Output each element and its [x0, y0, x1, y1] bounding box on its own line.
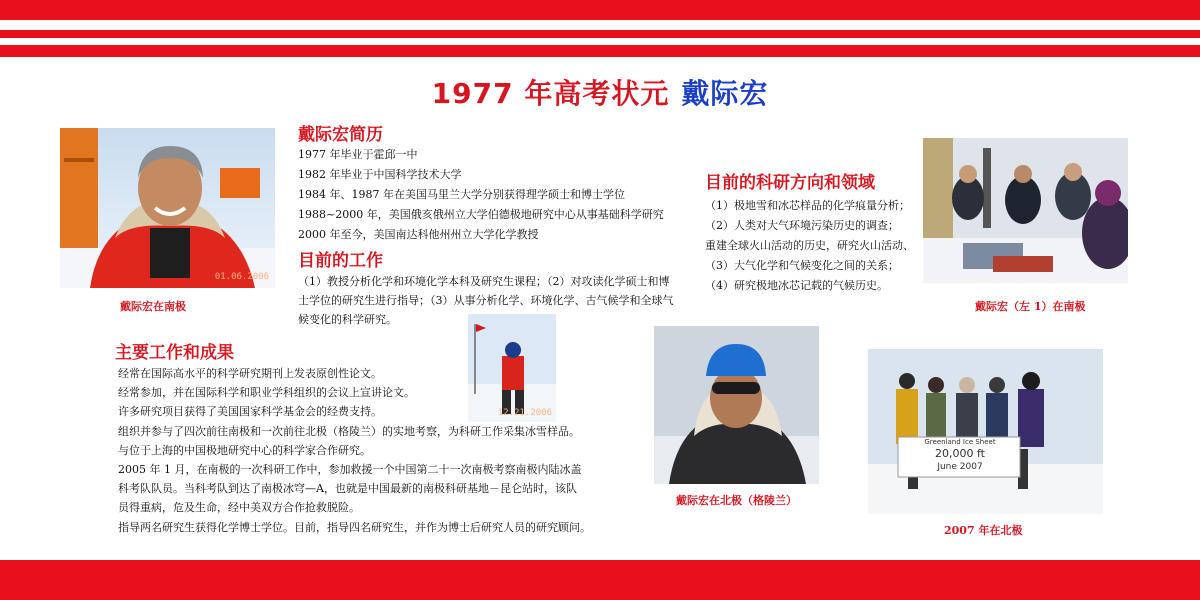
title-year: 1977 年高考状元: [431, 77, 670, 110]
achievement-line: 指导两名研究生获得化学博士学位。目前，指导四名研究生，并作为博士后研究人员的研究顾问。: [118, 520, 591, 534]
bio-line: 1982 年毕业于中国科学技术大学: [298, 168, 462, 181]
achievement-line: 经常参加，并在国际科学和职业学科组织的会议上宣讲论文。: [118, 386, 415, 400]
research-line: （3）大气化学和气候变化之间的关系；: [705, 259, 899, 272]
achievement-line: 组织并参与了四次前往南极和一次前往北极（格陵兰）的实地考察，为科研工作采集冰雪样品。: [118, 424, 580, 438]
page-title: [0, 72, 1200, 112]
title-name: 戴际宏: [681, 77, 769, 110]
south-pole-group-caption: 戴际宏（左 1）在南极: [975, 300, 1086, 313]
sign-text: [900, 437, 1020, 477]
south-pole-group-photo: [923, 138, 1128, 283]
sign-line: Greenland Ice Sheet: [924, 438, 996, 446]
current-work-line: 士学位的研究生进行指导；（3）从事分析化学、环境化学、古气候学和全球气: [298, 294, 674, 307]
top-red-stripe-lower: [0, 45, 1200, 57]
achievement-line: 员得重病，危及生命，经中美双方合作抢救脱险。: [118, 501, 360, 515]
research-line: （2）人类对大气环境污染历史的调查；: [705, 219, 899, 232]
bio-line: 1984 年、1987 年在美国马里兰大学分别获得理学硕士和博士学位: [298, 188, 625, 201]
portrait-photo: [60, 128, 275, 288]
research-heading: 目前的科研方向和领域: [705, 173, 875, 193]
achievement-line: 经常在国际高水平的科学研究期刊上发表原创性论文。: [118, 367, 382, 380]
north-2007-caption: 2007 年在北极: [944, 524, 1023, 537]
sign-line: June 2007: [937, 462, 983, 472]
current-work-line: 候变化的科学研究。: [298, 313, 397, 326]
current-work-heading: 目前的工作: [298, 251, 383, 271]
pole-marker-photo: [468, 314, 556, 422]
achievement-line: 与位于上海的中国极地研究中心的科学家合作研究。: [118, 443, 371, 457]
achievement-line: 2005 年 1 月，在南极的一次科研工作中，参加救援一个中国第二十一次南极考察南极内陆冰盖: [118, 463, 582, 477]
bio-line: 2000 年至今，美国南达科他州州立大学化学教授: [298, 228, 539, 241]
research-text: [705, 196, 914, 296]
portrait-caption: 戴际宏在南极: [120, 300, 186, 313]
sign-line: 20,000 ft: [935, 447, 985, 460]
research-line: （1）极地雪和冰芯样品的化学痕量分析；: [705, 199, 910, 212]
top-red-band: [0, 0, 1200, 20]
north-2007-photo: [868, 349, 1103, 514]
research-line: 重建全球火山活动的历史，研究火山活动、: [705, 239, 914, 252]
bio-text: [298, 145, 664, 245]
achievement-line: 许多研究项目获得了美国国家科学基金会的经费支持。: [118, 405, 382, 419]
achievements-heading: 主要工作和成果: [115, 343, 234, 363]
greenland-portrait-photo: [654, 326, 819, 484]
research-line: （4）研究极地冰芯记载的气候历史。: [705, 279, 888, 292]
bottom-red-band: [0, 560, 1200, 600]
bio-line: 1988~2000 年，美国俄亥俄州立大学伯德极地研究中心从事基础科学研究: [298, 208, 664, 221]
bio-line: 1977 年毕业于霍邱一中: [298, 148, 418, 161]
current-work-line: （1）教授分析化学和环境化学本科及研究生课程；（2）对攻读化学硕士和博: [298, 275, 670, 288]
top-red-stripe: [0, 30, 1200, 38]
portrait-date-stamp: 01.06.2006: [214, 272, 269, 282]
bio-heading: 戴际宏简历: [298, 125, 383, 145]
pole-date-stamp: 12.21.2006: [497, 408, 552, 418]
greenland-caption: 戴际宏在北极（格陵兰）: [676, 494, 797, 507]
achievement-line: 科考队队员。当科考队到达了南极冰穹—A，也就是中国最新的南极科研基地－昆仑站时，该队: [118, 482, 577, 496]
